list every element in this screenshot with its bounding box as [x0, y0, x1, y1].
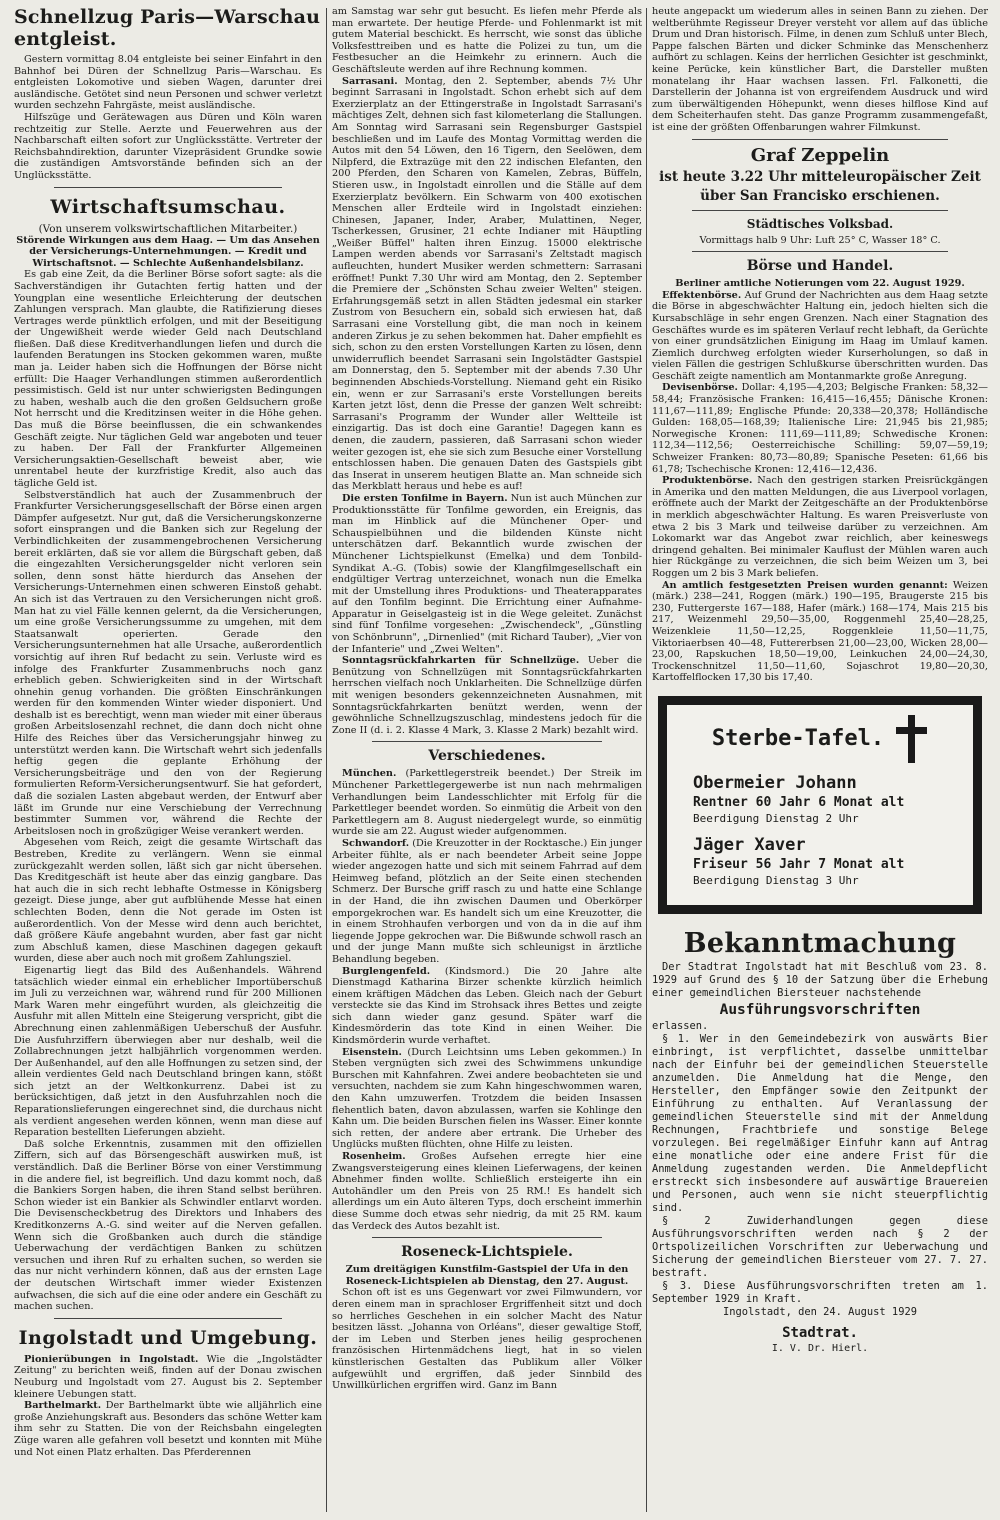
article-paragraph — [332, 838, 642, 966]
headline-miscellaneous: Verschiedenes. — [428, 748, 546, 765]
item-text: Weizen (märk.) 238—241, Roggen (märk.) 190—195, Braugerste 215 bis 230, Futtergerste 167—188, Hafer (märk.) 168—174, Mais 215 bis 217, Weizenmehl 29,50—35,00, Roggenmehl 25,40—28,25, Weizenkleie 11,50—12,25, Roggenkleie 11,50—11,75, Viktoriaerbsen 40—48, Futtererbsen 21,00—23,00, Wicken 28,00—23,00, Rapskuchen 18,50—19,00, Leinkuchen 24,00—24,30, Trockenschnitzel 11,50—11,60, Sojaschrot 19,80—20,30, Kartoffelflocken 17,30 bis 17,40. — [652, 579, 988, 684]
item-subtitle: (Parkettlegerstreik beendet.) — [405, 768, 555, 780]
item-text: Nun ist auch München zur Produktionsstätte für Tonfilme geworden, ein Ereignis, das man im Hinblick auf die Münchener Oper- und Schauspielbühnen und die bildenden Künste nicht unterschätzen darf. Bekanntlich wurde zwischen der Münchener Lichtspielkunst (Emelka) und dem Tonbild-Syndikat A.-G. (Tobis) sowie der Klangfilmgesellschaft ein endgültiger Vertrag unterzeichnet, wonach nun die Emelka mit der Umstellung ihres Produktions- und Theaterapparates auf den Tonfilm beginnt. Die Errichtung einer Aufnahme-Apparatur in Geiselgasteig ist in die Wege geleitet. Zunächst sind fünf Tonfilme vorgesehen: „Zwischendeck", „Günstling von Schönbrunn", „Dirnenlied" (mit Richard Tauber), „Vier von der Infanterie" und „Zwei Welten". — [332, 492, 642, 655]
announcement-subtitle: Ausführungsvorschriften — [719, 1001, 921, 1018]
article-lead: Störende Wirkungen aus dem Haag. — Um das Ansehen der Versicherungs-Unternehmungen. — Kredit und Wirtschaftsnot. — Schlechte Außenhandelsbilanz. — [16, 234, 320, 269]
article-paragraph: Abgesehen vom Reich, zeigt die gesamte Wirtschaft das Bestreben, Kredite zu verlängern. Wenn sie einmal zurückgezahlt werden sollen, läßt sich gar nicht übersehen. Das Kreditgeschäft ist heute aber das einzig gangbare. Das hat auch die in sich recht lebhafte Ostmesse in Königsberg gezeigt. Diese junge, aber gut aufblühende Messe hat einen schlechten Boden, denn die Not gerade im Osten ist außerordentlich. Von der Messe wird denn auch berichtet, daß größere Käufe angebahnt wurden, aber fast gar nicht zum Abschluß kamen, diese Maschinen dagegen gekauft wurden, diese aber auch noch mit großem Zahlungsziel. — [14, 837, 322, 965]
burial-info: Beerdigung Dienstag 2 Uhr — [693, 811, 859, 825]
item-text: Ein junger Arbeiter fühlte, als er nach beendeter Arbeit seine Joppe wieder angezogen hatte und sich mit seinem Fahrrad auf dem Heimweg befand, plötzlich an der Seite einen stechenden Schmerz. Der Bursche griff rasch zu und hatte eine Schlange in der Hand, die ihn zwischen Daumen und Oberkörper emporgekrochen war. Es handelt sich um eine Kreuzotter, die in einem Strohhaufen verborgen und von da in die auf ihm liegende Joppe gekrochen war. Die Bißwunde schwoll rasch an und der junge Mann mußte sich schleunigst in ärztliche Behandlung begeben. — [332, 837, 642, 965]
divider — [692, 139, 948, 140]
item-text: Die 20 Jahre alte Dienstmagd Katharina Birzer schenkte kürzlich heimlich einem kräftigen Mädchen das Leben. Gleich nach der Geburt versteckte sie das Kind im Strohsack ihres Bettes und zeigte sich dann wieder ganz gesund. Später warf die Kindesmörderin das tote Kind in einen Weiher. Die Kindsmörderin wurde verhaftet. — [332, 965, 642, 1047]
announcement-signer: I. V. Dr. Hierl. — [771, 1342, 869, 1354]
headline-train-derailment: Schnellzug Paris—Warschau entgleist. — [14, 6, 321, 50]
article-paragraph — [652, 382, 988, 475]
divider — [372, 1237, 602, 1238]
headline-economy: Wirtschaftsumschau. — [50, 195, 286, 218]
announcement-paragraph: Der Stadtrat Ingolstadt hat mit Beschluß vom 23. 8. 1929 auf Grund des § 10 der Satzung über die Erhebung einer gemeindlichen Biersteuer nachstehende — [652, 960, 988, 999]
column-3 — [652, 6, 988, 1512]
item-title: Rosenheim. — [342, 1151, 406, 1162]
deceased-info: Friseur 56 Jahr 7 Monat alt — [693, 856, 905, 872]
item-text: Wie die „Ingolstädter Zeitung" zu berichten weiß, finden auf der Donau zwischen Neuburg und Ingolstadt vom 27. August bis 2. September kleinere Uebungen statt. — [14, 1353, 322, 1400]
article-paragraph: Gestern vormittag 8.04 entgleiste bei seiner Einfahrt in den Bahnhof bei Düren der Schnellzug Paris—Warschau. Es entgleisten Lokomotive und sieben Wagen, darunter drei ausländische. Getötet sind neun Personen und schwer verletzt wurden sechzehn Fahrgäste, meist ausländische. — [14, 54, 322, 112]
divider — [372, 741, 602, 742]
article-paragraph — [652, 475, 988, 579]
byline: (Von unserem volkswirtschaftlichen Mitarbeiter.) — [38, 222, 298, 235]
headline-ingolstadt: Ingolstadt und Umgebung. — [18, 1326, 318, 1349]
column-1 — [14, 6, 322, 1512]
divider — [54, 1318, 282, 1319]
item-title: Devisenbörse. — [662, 382, 738, 394]
deceased-info: Rentner 60 Jahr 6 Monat alt — [693, 794, 905, 810]
item-title: Pionierübungen in Ingolstadt. — [24, 1353, 199, 1365]
announcement-paragraph: § 1. Wer in den Gemeindebezirk von auswärts Bier einbringt, ist verpflichtet, dasselbe unmittelbar nach der Einfuhr bei der gemeindlichen Steuerstelle anzumelden. Die Anmeldung hat die Menge, den Hersteller, den Empfänger sowie den Zeitpunkt der Einführung zu enthalten. Auf Veranlassung der gemeindlichen Steuerstelle sind mit der Anmeldung Rechnungen, Frachtbriefe und sonstige Belege vorzulegen. Bei regelmäßiger Einfuhr kann auf Antrag eine monatliche oder eine andere Frist für die Anmeldung zugestanden werden. Die Anmeldepflicht erstreckt sich insbesondere auf auswärtige Brauereien und Personen, auch wenn sie nicht steuerpflichtig sind. — [652, 1032, 988, 1214]
column-rule — [646, 8, 647, 1512]
article-paragraph — [14, 1400, 322, 1458]
zeppelin-line: ist heute 3.22 Uhr mitteleuropäischer Zeit — [659, 168, 981, 185]
article-lead: Zum dreitägigen Kunstfilm-Gastspiel der Ufa in den Roseneck-Lichtspielen ab Dienstag, den 27. August. — [345, 1264, 629, 1287]
announcement-date: Ingolstadt, den 24. August 1929 — [723, 1305, 917, 1318]
article-paragraph — [332, 966, 642, 1047]
item-title: Sonntagsrückfahrkarten für Schnellzüge. — [342, 655, 580, 667]
headline-cinema: Roseneck-Lichtspiele. — [401, 1244, 573, 1261]
item-title: München. — [342, 768, 397, 780]
headline-volksbad: Städtisches Volksbad. — [746, 216, 894, 231]
article-paragraph — [14, 1354, 322, 1400]
item-subtitle: (Die Kreuzotter in der Rocktasche.) — [412, 837, 588, 849]
announcement-paragraph: erlassen. — [652, 1019, 709, 1032]
article-paragraph — [332, 1151, 642, 1232]
item-text: In Steben vergnügten sich zwei des Schwimmens unkundige Burschen mit Kahnfahren. Zwei andere beobachteten sie und versuchten, nachdem sie zum Kahn hingeschwommen waren, den Kahn umzuwerfen. Trotzdem die beiden Insassen flehentlich baten, davon abzulassen, warfen sie Kohlinge den Kahn um. Die beiden Burschen fielen ins Wasser. Einer konnte sich retten, der andere aber ertrank. Die Urheber des Unglücks mußten flüchten, ohne Hilfe zu leisten. — [332, 1046, 642, 1151]
item-title: Eisenstein. — [342, 1046, 402, 1058]
item-text: Der Streik im Münchener Parkettlegergewerbe ist nun nach mehrmaligen Verhandlungen beim Landesschlichter mit Erfolg für die Parkettleger beendet worden. So einmütig die Arbeit von den Parkettlegern am 8. August niedergelegt wurde, so einmütig wurde sie am 22. August wieder aufgenommen. — [332, 768, 642, 838]
article-paragraph: Es gab eine Zeit, da die Berliner Börse sofort sagte: als die Sachverständigen ihr Gutachten fertig hatten und der Youngplan eine wesentliche Erleichterung der deutschen Zahlungen versprach. Man glaubte, die Ratifizierung dieses Vertrages werde pünktlich erfolgen, und mit der Beseitigung der Ungewißheit werde wieder Geld nach Deutschland fließen. Daß diese Kreditverhandlungen liefen und durch die laufenden Beratungen ins Stocken gekommen waren, mußte man ja. Leider haben sich die Hoffnungen der Börse nicht erfüllt: Die Haager Verhandlungen stimmen außerordentlich pessimistisch. Geld ist nur unter schwierigsten Bedingungen zu haben, weshalb auch die den großen Geldsuchern große Not herrscht und die Kreditzinsen weiter in die Höhe gehen. Das muß die Börse beeinflussen, die ein schwankendes Geschäft zeigte. Nur täglichen Geld war angeboten und teuer zu haben. Der Fall der Frankfurter Allgemeinen Versicherungsaktien-Gesellschaft beweist aber, wie unrentabel heute der kurzfristige Kredit, also auch das tägliche Geld ist. — [14, 269, 322, 489]
item-title: Produktenbörse. — [662, 475, 753, 487]
headline-zeppelin: Graf Zeppelin — [750, 144, 890, 166]
article-paragraph — [332, 655, 642, 736]
article-paragraph: Schon oft ist es uns Gegenwart vor zwei Filmwundern, vor deren einem man in sprachloser Ergriffenheit sitzt und doch so herrliches Geschehen in ein solcher Macht des Natur besitzen lässt. „Johanna von Orléans", dieser gewaltige Stoff, der im Leben und Sterben jenes heilig gesprochenen französischen Hirtenmädchens liegt, hat in so vielen künstlerischen Gestalten das Publikum aller Völker aufgewühlt und ergriffen, daß jeder Sinnbild des Unwillkürlichen ergriffen wird. Ganz im Bann — [332, 1287, 642, 1392]
article-paragraph — [332, 76, 642, 493]
death-notice-title-text: Sterbe-Tafel. — [711, 726, 885, 752]
item-text: Ueber die Benützung von Schnellzügen mit Sonntagsrückfahrkarten herrschen vielfach noch Unklarheiten. Die Schnellzüge dürfen mit wenigen besonders gekennzeichneten Ausnahmen, mit Sonntagsrückfahrkarten benützt werden, wenn der gewöhnliche Schnellzugszuschlag, mindestens jedoch für die Zone II (d. i. 2. Klasse 4 Mark, 3. Klasse 2 Mark) bezahlt wird. — [332, 655, 642, 736]
item-title: Barthelmarkt. — [24, 1400, 102, 1412]
item-text: Auf Grund der Nachrichten aus dem Haag setzte die Börse in abgeschwächter Haltung ein, jedoch hielten sich die Kursabschläge in sehr engen Grenzen. Nach einer Stagnation des Geschäftes wurde es im späteren Verlauf recht lebhaft, da Gerüchte von einer grundsätzlichen Einigung im Haag im Umlauf kamen. Ziemlich durchweg erfolgten wieder Kurserholungen, so daß in vielen Fällen die gestrigen Schlußkurse überschritten wurden. Das Geschäft zeigte namentlich am Montanmarkte große Anregung. — [652, 289, 988, 382]
item-title: Sarrasani. — [342, 75, 398, 87]
item-title: Effektenbörse. — [662, 289, 742, 301]
article-paragraph — [652, 290, 988, 383]
item-text: Dollar: 4,195—4,203; Belgische Franken: 58,32—58,44; Französische Franken: 16,415—16,455; Dänische Kronen: 111,67—111,89; Englische Pfunde: 20,338—20,378; Holländische Gulden: 168,05—168,39; Italienische Lire: 21,945 bis 21,985; Norwegische Kronen: 111,69—111,89; Schwedische Kronen: 112,34—112,56; Oesterreichische Schilling: 59,07—59,19; Schweizer Franken: 80,73—80,89; Spanische Peseten: 61,66 bis 61,78; Tschechische Kronen: 12,416—12,436. — [652, 382, 988, 475]
article-paragraph: Hilfszüge und Gerätewagen aus Düren und Köln waren rechtzeitig zur Stelle. Aerzte und Feuerwehren aus der Nachbarschaft eilten sofort zur Unglücksstätte. Vertreter der Reichsbahndirektion, darunter Vizepräsident Grundke sowie die zuständigen Amtsvorstände befinden sich an der Unglücksstätte. — [14, 111, 322, 181]
item-title: Die ersten Tonfilme in Bayern. — [342, 492, 508, 504]
item-text: Der Barthelmarkt übte wie alljährlich eine große Anziehungskraft aus. Besonders das schöne Wetter kam ihm sehr zu Statten. Die von der Reichsbahn eingelegten Züge waren alle gefahren voll besetzt und konnten mit Mühe und Not einen Platz erhalten. Das Pferderennen — [14, 1400, 322, 1458]
item-subtitle: (Durch Leichtsinn ums Leben gekommen.) — [407, 1046, 627, 1058]
article-paragraph: heute angepackt um wiederum alles in seinen Bann zu ziehen. Der weltberühmte Regisseur Dreyer versteht vor allem auf das übliche Drum und Dran historisch. Filme, in denen zum Schluß unter Blech, Pappe falschen Bärten und dicker Schminke das Menschenherz aufhört zu schlagen. Keins der herrlichen Gesichter ist geschminkt, keine Perücke, kein künstlicher Bart, die Darsteller mußten monatelang ihr Haar wachsen lassen. Frl. Falkonetti, die Darstellerin der Johanna ist von ergreifendem Ausdruck und wird zum überwältigenden Höhepunkt, wenn dieses hilflose Kind auf dem Scheiterhaufen steht. Das ganze Programm zusammengefaßt, ist eine der größten Offenbarungen wahrer Filmkunst. — [652, 6, 988, 133]
headline-boerse: Börse und Handel. — [746, 258, 894, 275]
announcement — [652, 928, 988, 1354]
item-subtitle: (Kindsmord.) — [444, 965, 510, 977]
item-text: Großes Aufsehen erregte hier eine Zwangsversteigerung eines kleinen Lieferwagens, der keinen Abnehmer finden wollte. Schließlich ersteigerte ihn ein Autohändler um den Preis von 25 RM.! Es handelt sich allerdings um ein Auto älteren Typs, doch erscheint immerhin diese Summe doch etwas sehr niedrig, da mit 25 RM. kaum das Verdeck des Autos bezahlt ist. — [332, 1151, 642, 1232]
zeppelin-line: über San Francisko erschienen. — [700, 187, 940, 204]
article-paragraph: am Samstag war sehr gut besucht. Es liefen mehr Pferde als man erwartete. Der heutige Pferde- und Fohlenmarkt ist mit gutem Material beschickt. Es herrscht, wie sonst das übliche Volksfesttreiben und es hatte die Polizei zu tun, um die Festbesucher an die Heimkehr zu erinnern. Auch die Geschäftsleute werden auf ihre Rechnung kommen. — [332, 6, 642, 75]
death-notice-title — [681, 715, 959, 763]
article-paragraph — [332, 768, 642, 838]
divider — [692, 251, 948, 252]
death-notice-box — [658, 696, 982, 914]
burial-info: Beerdigung Dienstag 3 Uhr — [693, 873, 859, 887]
announcement-signature: Stadtrat. — [782, 1324, 858, 1341]
article-paragraph: Eigenartig liegt das Bild des Außenhandels. Während tatsächlich wieder einmal ein erheblicher Importüberschuß im Juli zu verzeichnen war, während rund für 200 Millionen Mark Waren mehr eingeführt wurden, als gleichzeitig die Ausfuhr mit allen Mitteln eine Steigerung verspricht, gibt die Abrechnung einen zahlenmäßigen Ueberschuß der Ausfuhr. Die Ausfuhrziffern überwiegen aber nur deshalb, weil die Zollabrechnungen jetzt halbjährlich vorgenommen werden. Der Außenhandel, auf den alle Hoffnungen zu setzen sind, der allein verdientes Geld nach Deutschland bringen kann, stößt sich jetzt an der Weltkonkurrenz. Dabei ist zu berücksichtigen, daß jetzt in den Ausfuhrzahlen noch die Reparationslieferungen eingerechnet sind, die durchaus nicht als verdient angesehen werden können, wenn man diese auf Reparation bestellten Lieferungen abzieht. — [14, 964, 322, 1139]
column-rule — [326, 8, 327, 1512]
article-paragraph: Daß solche Erkenntnis, zusammen mit den offiziellen Ziffern, sich auf das Börsengeschäft auswirken muß, ist verständlich. Daß die Berliner Börse von einer Verstimmung in die andere fiel, ist begreiflich. Und dazu kommt noch, daß die Bankiers Sorgen haben, die ihren Stand selbst berühren. Schon wieder ist ein Bankier als Schwindler entlarvt worden. Die Devisenscheckbetrug des Direktors und Inhabers des Kreditkonzerns A.-G. sind weiter auf die Nerven gefallen. Wenn sich die Großbanken auch durch die ständige Ueberwachung der verdächtigen Banken zu schützen versuchen und ihren Ruf zu erhalten suchen, so werden sie das nur nicht verhindern können, daß aus der ernsten Lage der deutschen Wirtschaft immer wieder Existenzen aufwachsen, die sich auf die eine oder andere ein Geschäft zu machen suchen. — [14, 1138, 322, 1313]
announcement-paragraph: § 2 Zuwiderhandlungen gegen diese Ausführungsvorschriften werden nach § 2 der Ortspolizeilichen Vorschriften zur Ueberwachung und Sicherung der gemeindlichen Biersteuer vom 27. 7. 27. bestraft. — [652, 1214, 988, 1279]
item-title: An amtlich festgesetzten Preisen wurden genannt: — [662, 579, 948, 591]
item-title: Schwandorf. — [342, 837, 410, 849]
announcement-title: Bekanntmachung — [683, 927, 957, 959]
cross-icon — [894, 715, 928, 763]
article-paragraph: Selbstverständlich hat auch der Zusammenbruch der Frankfurter Versicherungsgesellschaft der Börse einen argen Dämpfer aufgesetzt. Nur gut, daß die Versicherungskonzerne sofort einsprangen und die Banken sich zur Regelung der Verbindlichkeiten der zusammengebrochenen Versicherung bereit erklärten, daß sie vor allem die Bürgschaft geben, daß die eingezahlten Versicherungsgelder nicht verloren sein sollen, denn sonst hätte hierdurch das Ansehen der Versicherungs-Unternehmen einen schweren Einstoß gehabt. An sich ist das Vertrauen zu den Versicherungen nicht groß. Man hat zu viel Fälle kennen gelernt, da die Versicherungen, um eine große Versicherungssumme zu umgehen, mit dem Staatsanwalt operierten. Gerade den Versicherungsunternehmen hat alle Ursache, außerordentlich vorsichtig auf ihren Ruf bedacht zu sein. Verluste wird es infolge des Frankfurter Zusammenbruchs noch ganz erheblich geben. Schwierigkeiten sind in der Wirtschaft ohnehin genug vorhanden. Die größten Einschränkungen werden für den kommenden Winter wieder disponiert. Und deshalb ist es berechtigt, wenn man wieder mit einer überaus großen Arbeitslosenzahl rechnet, die dann doch nicht ohne Hilfe des Reiches über das Versicherungsjahr hinweg zu unterstützt werden kann. Die Wirtschaft wehrt sich jedenfalls heftig gegen die geplante Erhöhung der Versicherungsbeiträge und den von der Regierung formulierten Reform-Versicherungsentwurf. Sie hat gefordert, daß die sozialen Lasten abgebaut werden, der Entwurf aber läßt im Grunde nur eine Verschiebung der Verrechnung bestimmter Summen vor, während die Rechte der Arbeitslosen noch in großzügiger Weise verankert werden. — [14, 489, 322, 837]
item-text: Nach den gestrigen starken Preisrückgängen in Amerika und den matten Meldungen, die aus Liverpool vorlagen, eröffnete auch der Markt der Zeitgeschäfte an der Produktenbörse in merklich abgeschwächter Haltung. Es waren Preisverluste von etwa 2 bis 3 Mark und teilweise darüber zu verzeichnen. Am Lokomarkt war das Angebot zwar reichlich, aber keineswegs dringend gehalten. Bei minimaler Kauflust der Mühlen waren auch hier Rückgänge zu verzeichnen, die sich beim Weizen um 3, bei Roggen um 2 bis 3 Mark beliefen. — [652, 475, 988, 579]
divider — [54, 187, 282, 188]
deceased-name: Jäger Xaver — [693, 834, 806, 855]
boerse-subhead: Berliner amtliche Notierungen vom 22. August 1929. — [675, 278, 965, 290]
article-paragraph — [652, 580, 988, 684]
volksbad-temps: Vormittags halb 9 Uhr: Luft 25° C, Wasser 18° C. — [699, 234, 941, 246]
article-paragraph — [332, 1047, 642, 1151]
item-title: Burglengenfeld. — [342, 965, 431, 977]
article-paragraph — [332, 493, 642, 655]
divider — [692, 210, 948, 211]
announcement-paragraph: § 3. Diese Ausführungsvorschriften treten am 1. September 1929 in Kraft. — [652, 1279, 988, 1305]
deceased-name: Obermeier Johann — [693, 772, 857, 793]
item-text: Montag, den 2. September, abends 7½ Uhr beginnt Sarrasani in Ingolstadt. Schon erhebt sich auf dem Exerzierplatz an der Ettingerstraße in Ingolstadt Sarrasani's mächtiges Zelt, dehnen sich fast kilometerlang die Stallungen. Am Sonntag wird Sarrasani sein Regensburger Gastspiel beschließen und im Laufe des Montag Vormittag werden die Autos mit den 54 Löwen, den 16 Tigern, den Seelöwen, dem Nilpferd, die Extrazüge mit den 22 indischen Elefanten, den 200 Pferden, den Scharen von Kamelen, Zebras, Büffeln, Stieren usw., in Ingolstadt einrollen und die Ställe auf dem Exerzierplatz bevölkern. Ein Schwarm von 400 exotischen Menschen aller Erdteile wird in Ingolstadt einziehen: Chinesen, Japaner, Inder, Araber, Mulattinen, Neger, Tscherkessen, Grusiner, 21 echte Indianer mit Häuptling „Weißer Büffel" halten ihren Einzug. 15000 elektrische Lampen werden abends vor Sarrasani's Zeltstadt magisch aufleuchten, hundert Musiker werden schmettern: Sarrasani eröffnet! Punkt 7.30 Uhr wird am Montag, den 2. September die Premiere der „Schönsten Schau zweier Welten" steigen. Erfahrungsgemäß setzt in allen Städten jedesmal ein starker Zustrom von Besuchern ein, sobald sich erwiesen hat, daß Sarrasani eine Vorstellung gibt, die man noch in keinem anderen Zirkus je zu sehen bekommen hat. Daher empfiehlt es sich, schon zu den ersten Vorstellungen Karten zu lösen, denn unwiderruflich beendet Sarrasani sein Ingolstädter Gastspiel am Donnerstag, den 5. September mit der abends 7.30 Uhr beginnenden Abschieds-Vorstellung. Niemand geht ein Risiko ein, wenn er zur Sarrasani's erste Vorstellungen bereits Karten jetzt löst, denn die Presse der ganzen Welt schreibt: Sarrasani's Programm der Wunder aller Weltteile ist einzigartig. Das ist doch eine Garantie! Dagegen kann es denen, die zaudern, passieren, daß Sarrasani schon wieder weiter gezogen ist, ehe sie sich zum Besuche einer Vorstellung entschlossen haben. Die genauen Daten des Gastspiels gibt das Inserat in unserem heutigen Blatte an. Man schneide sich das Merkblatt heraus und hebe es auf! — [332, 75, 642, 493]
column-2 — [332, 6, 642, 1512]
